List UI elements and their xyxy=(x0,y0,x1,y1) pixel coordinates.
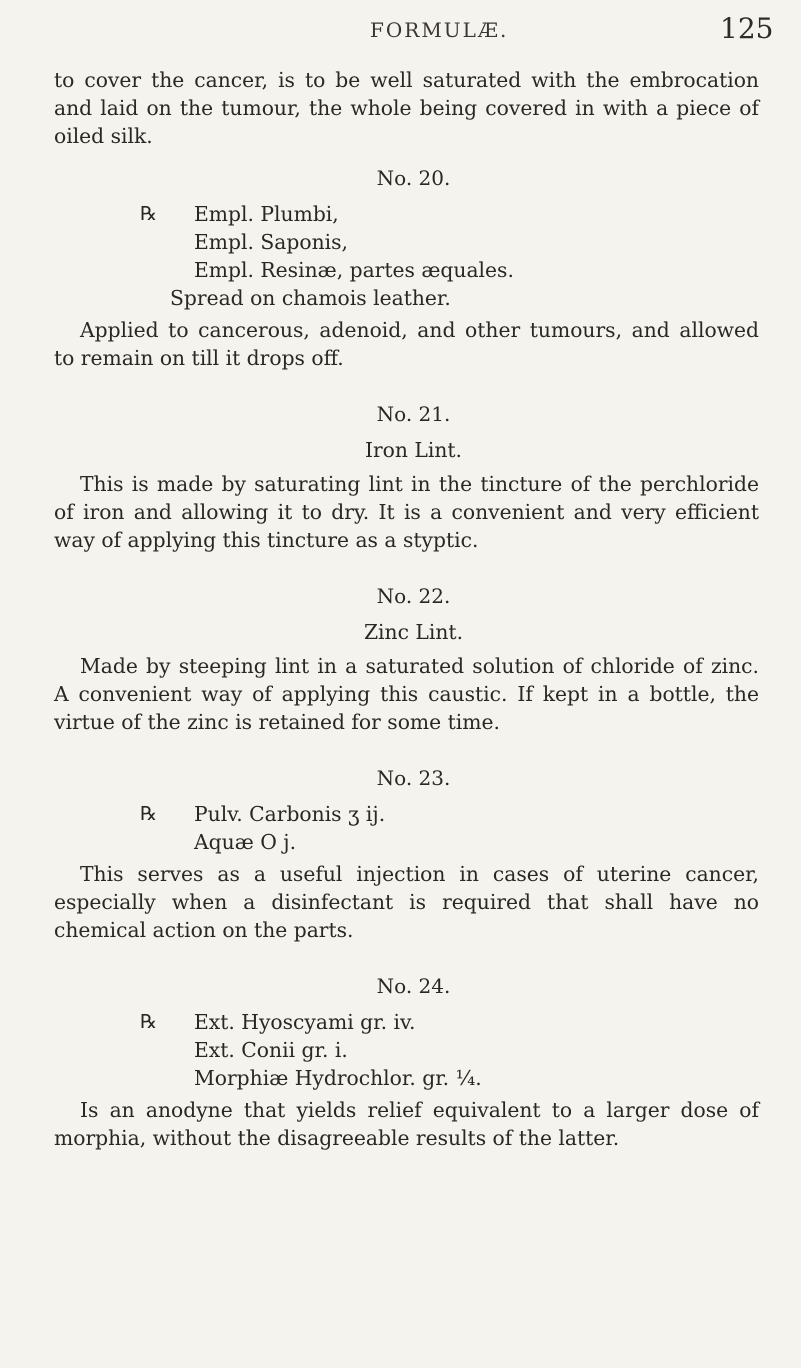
ingredient: Empl. Resinæ, partes æquales. xyxy=(194,258,514,282)
prescription-24 xyxy=(54,1008,759,1092)
formula-number-22: No. 22. xyxy=(376,584,451,608)
recipe-symbol-icon: ℞ xyxy=(140,803,158,825)
formula-title-22: Zinc Lint. xyxy=(363,620,464,644)
recipe-symbol-icon: ℞ xyxy=(140,1011,158,1033)
ingredient: Ext. Hyoscyami gr. iv. xyxy=(194,1010,416,1034)
page-number: 125 xyxy=(720,12,774,45)
recipe-symbol-icon: ℞ xyxy=(140,203,158,225)
prescription-20 xyxy=(54,200,759,312)
prescription-line xyxy=(54,1008,759,1036)
prescription-line xyxy=(54,828,759,856)
prescription-23 xyxy=(54,800,759,856)
intro-paragraph: to cover the cancer, is to be well saturated with the embrocation and laid on the tumour, the whole being covered in with a piece of oiled silk. xyxy=(54,68,759,148)
prescription-line xyxy=(54,1036,759,1064)
prescription-direction: Spread on chamois leather. xyxy=(170,286,451,310)
formula-description-21: This is made by saturating lint in the tincture of the perchloride of iron and allowing it to dry. It is a convenient and very efficient way of applying this tincture as a styptic. xyxy=(54,472,759,552)
formula-description-24: Is an anodyne that yields relief equivalent to a larger dose of morphia, without the disagreeable results of the latter. xyxy=(54,1098,759,1150)
formula-description-20: Applied to cancerous, adenoid, and other tumours, and allowed to remain on till it drops off. xyxy=(54,318,759,370)
prescription-line xyxy=(54,1064,759,1092)
ingredient: Empl. Plumbi, xyxy=(194,202,339,226)
prescription-line xyxy=(54,200,759,228)
formula-title-21: Iron Lint. xyxy=(364,438,463,462)
formula-number-24: No. 24. xyxy=(376,974,451,998)
ingredient: Morphiæ Hydrochlor. gr. ¼. xyxy=(194,1066,482,1090)
ingredient: Pulv. Carbonis ʒ ij. xyxy=(194,802,386,826)
prescription-line xyxy=(54,256,759,284)
formula-number-23: No. 23. xyxy=(376,766,451,790)
ingredient: Aquæ O j. xyxy=(194,830,297,854)
prescription-line xyxy=(54,800,759,828)
formula-number-21: No. 21. xyxy=(376,402,451,426)
formula-number-20: No. 20. xyxy=(376,166,451,190)
page-header xyxy=(0,14,801,54)
ingredient: Empl. Saponis, xyxy=(194,230,348,254)
running-head: FORMULÆ. xyxy=(370,18,509,42)
ingredient: Ext. Conii gr. i. xyxy=(194,1038,348,1062)
prescription-line xyxy=(54,228,759,256)
formula-description-22: Made by steeping lint in a saturated solution of chloride of zinc. A convenient way of applying this caustic. If kept in a bottle, the virtue of the zinc is retained for some time. xyxy=(54,654,759,734)
formula-description-23: This serves as a useful injection in cases of uterine cancer, especially when a disinfectant is required that shall have no chemical action on the parts. xyxy=(54,862,759,942)
page-body xyxy=(54,66,759,1152)
